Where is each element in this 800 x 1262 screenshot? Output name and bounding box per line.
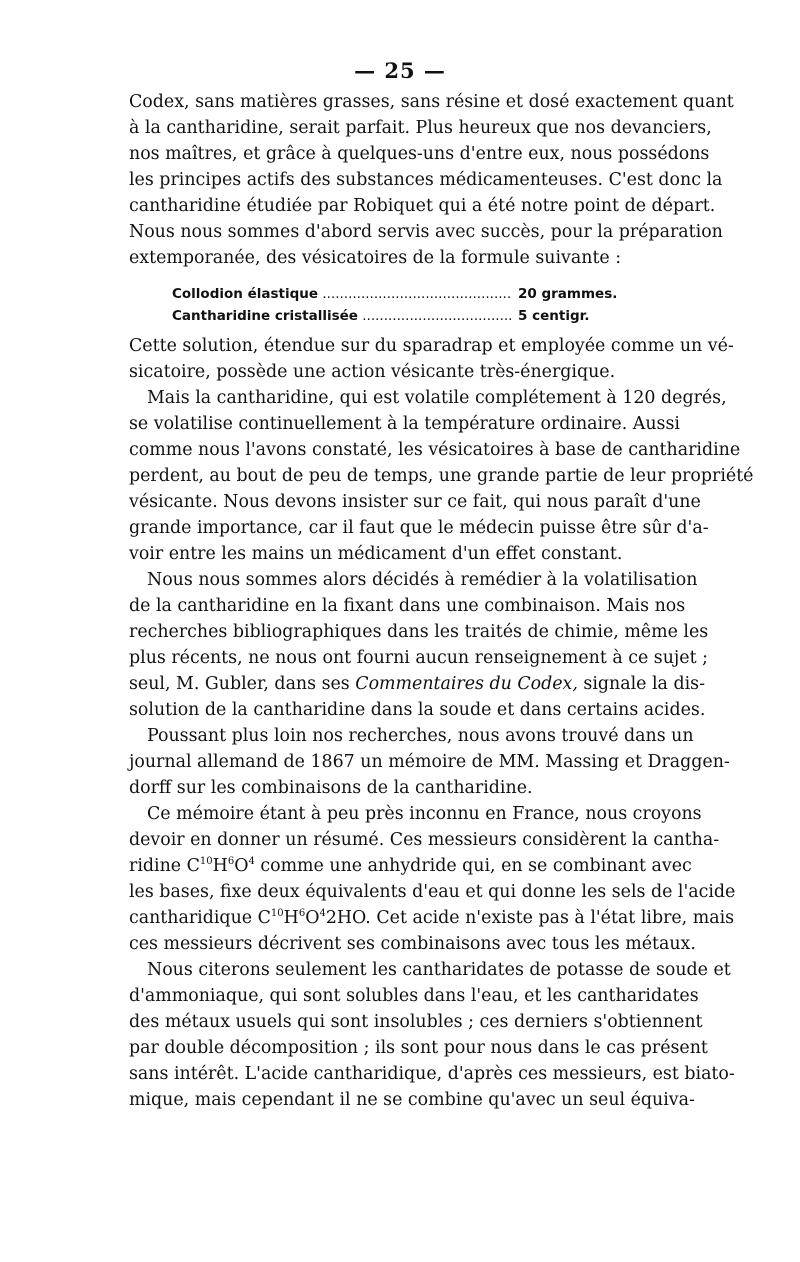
text-line: voir entre les mains un médicament d'un effet constant. (129, 544, 623, 564)
text-line: comme nous l'avons constaté, les vésicatoires à base de cantharidine (129, 440, 741, 460)
formula-row (172, 305, 612, 327)
text-line: solution de la cantharidine dans la soude et dans certains acides. (129, 700, 706, 720)
paragraph-2 (129, 333, 734, 385)
text-fragment: signale la dis- (577, 674, 705, 694)
text-line: à la cantharidine, serait parfait. Plus heureux que nos devanciers, (129, 118, 712, 138)
formula-superscript: 6 (227, 856, 235, 868)
ingredient-name: Collodion élastique ..... (172, 283, 512, 305)
text-line: les principes actifs des substances médicamenteuses. C'est donc la (129, 170, 723, 190)
text-line: Poussant plus loin nos recherches, nous avons trouvé dans un (147, 726, 694, 746)
ingredient-quantity: 20 grammes. (518, 286, 618, 302)
text-line: Nous nous sommes d'abord servis avec succès, pour la préparation (129, 222, 723, 242)
text-line-with-citation (129, 671, 705, 697)
text-line: se volatilise continuellement à la température ordinaire. Aussi (129, 414, 680, 434)
formula-superscript: 10 (199, 856, 213, 868)
text-line: dorff sur les combinaisons de la cantharidine. (129, 778, 533, 798)
chemical-formula-line (129, 905, 735, 931)
text-line: devoir en donner un résumé. Ces messieurs considèrent la cantha- (129, 830, 720, 850)
paragraph-4 (129, 567, 709, 723)
text-line: sicatoire, possède une action vésicante très-énergique. (129, 362, 616, 382)
text-line: plus récents, ne nous ont fourni aucun renseignement à ce sujet ; (129, 648, 708, 668)
text-line: de la cantharidine en la fixant dans une combinaison. Mais nos (129, 596, 686, 616)
text-line: des métaux usuels qui sont insolubles ; ces derniers s'obtiennent (129, 1012, 703, 1032)
text-line: sans intérêt. L'acide cantharidique, d'après ces messieurs, est biato- (129, 1064, 735, 1084)
text-line: nos maîtres, et grâce à quelques-uns d'entre eux, nous possédons (129, 144, 710, 164)
text-line: grande importance, car il faut que le médecin puisse être sûr d'a- (129, 518, 709, 538)
text-line: cantharidine étudiée par Robiquet qui a été notre point de départ. (129, 196, 716, 216)
text-line: Nous citerons seulement les cantharidates de potasse de soude et (147, 960, 731, 980)
formula-table (172, 283, 618, 327)
text-line: ces messieurs décrivent ses combinaisons avec tous les métaux. (129, 934, 696, 954)
body-text (129, 89, 754, 1113)
text-fragment: H (283, 908, 299, 928)
text-fragment: ridine C (129, 856, 200, 876)
text-fragment: cantharidique C (129, 908, 271, 928)
formula-row (172, 283, 618, 305)
text-line: mique, mais cependant il ne se combine qu'avec un seul équiva- (129, 1090, 695, 1110)
text-fragment: H (212, 856, 228, 876)
paragraph-1 (129, 89, 734, 271)
formula-superscript: 10 (270, 908, 284, 920)
text-line: les bases, fixe deux équivalents d'eau et qui donne les sels de l'acide (129, 882, 736, 902)
text-line: par double décomposition ; ils sont pour nous dans le cas présent (129, 1038, 708, 1058)
text-fragment: seul, M. Gubler, dans ses (129, 674, 356, 694)
text-fragment: 2HO. Cet acide n'existe pas à l'état libre, mais (325, 908, 735, 928)
text-line: perdent, au bout de peu de temps, une grande partie de leur propriété (129, 466, 754, 486)
paragraph-5 (129, 723, 730, 801)
ingredient-name: Cantharidine cristallisée ..... (172, 305, 512, 327)
paragraph-3 (129, 385, 754, 567)
text-line: Nous nous sommes alors décidés à remédier à la volatilisation (147, 570, 698, 590)
text-fragment: comme une anhydride qui, en se combinant avec (254, 856, 692, 876)
paragraph-7 (129, 957, 735, 1113)
formula-superscript: 4 (248, 856, 255, 868)
text-fragment: O (305, 908, 320, 928)
book-title-italic: Commentaires du Codex, (355, 674, 578, 694)
text-line: Codex, sans matières grasses, sans résine et dosé exactement quant (129, 92, 734, 112)
page-number: — 25 — (354, 58, 446, 83)
text-line: Cette solution, étendue sur du sparadrap et employée comme un vé- (129, 336, 734, 356)
formula-superscript: 6 (298, 908, 306, 920)
text-line: extemporanée, des vésicatoires de la formule suivante : (129, 248, 622, 268)
text-line: d'ammoniaque, qui sont solubles dans l'eau, et les cantharidates (129, 986, 699, 1006)
paragraph-6 (129, 801, 736, 957)
text-line: Mais la cantharidine, qui est volatile complétement à 120 degrés, (147, 388, 727, 408)
text-line: recherches bibliographiques dans les traités de chimie, même les (129, 622, 709, 642)
text-fragment: O (234, 856, 249, 876)
text-line: Ce mémoire étant à peu près inconnu en France, nous croyons (147, 804, 702, 824)
text-line: journal allemand de 1867 un mémoire de MM. Massing et Draggen- (129, 752, 730, 772)
formula-superscript: 4 (319, 908, 326, 920)
chemical-formula-line (129, 853, 692, 879)
ingredient-quantity: 5 centigr. (518, 308, 590, 324)
text-line: vésicante. Nous devons insister sur ce fait, qui nous paraît d'une (129, 492, 701, 512)
